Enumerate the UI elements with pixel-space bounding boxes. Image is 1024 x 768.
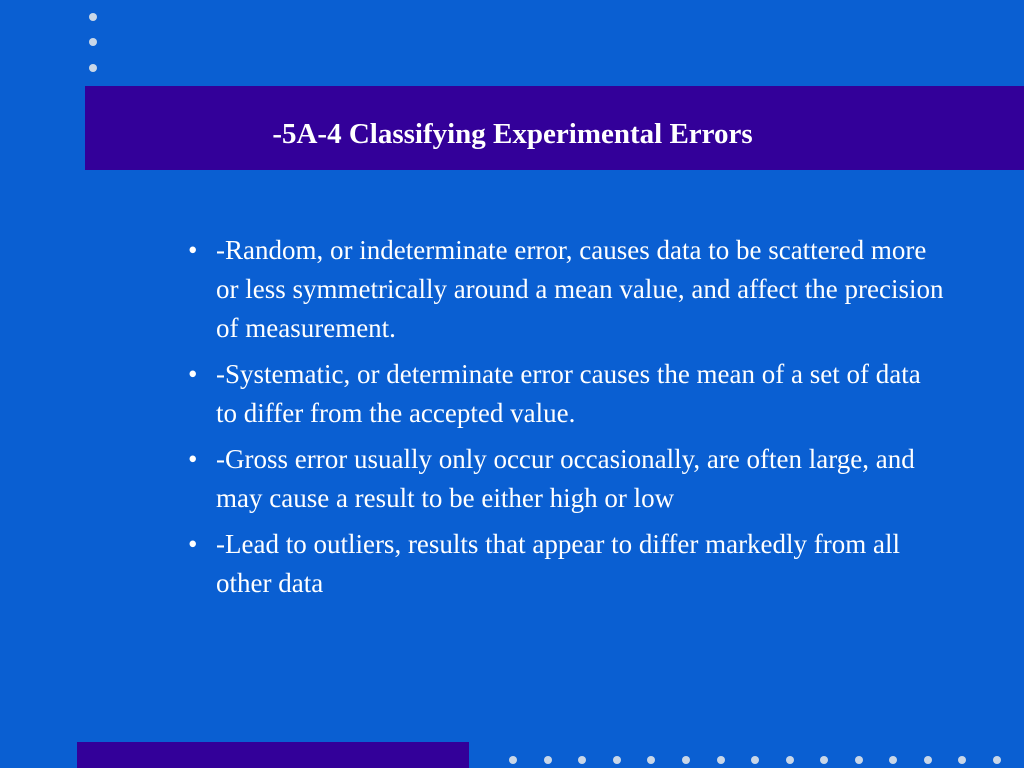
decor-dot xyxy=(855,756,863,764)
bullet-text: -Random, or indeterminate error, causes data to be scattered more or less symmetrically around a mean value, and affect the precision of measurement. xyxy=(216,235,944,343)
decor-dot xyxy=(613,756,621,764)
bullet-item xyxy=(188,525,948,603)
bullet-item xyxy=(188,231,948,348)
title-band xyxy=(85,86,1024,170)
decor-dot xyxy=(820,756,828,764)
decor-dot xyxy=(578,756,586,764)
bullet-icon: • xyxy=(188,235,198,265)
decor-dot xyxy=(924,756,932,764)
bullet-icon: • xyxy=(188,359,198,389)
decor-dot xyxy=(993,756,1001,764)
bullet-text: -Gross error usually only occur occasionally, are often large, and may cause a result to be either high or low xyxy=(216,444,915,513)
bullet-icon: • xyxy=(188,529,198,559)
decor-dot xyxy=(509,756,517,764)
bullet-list xyxy=(188,231,948,610)
decor-dot xyxy=(682,756,690,764)
decor-dot xyxy=(544,756,552,764)
bullet-item xyxy=(188,440,948,518)
slide-title: -5A-4 Classifying Experimental Errors xyxy=(272,117,753,150)
decor-dot xyxy=(889,756,897,764)
decor-dot xyxy=(89,64,97,72)
decor-dot xyxy=(89,38,97,46)
bullet-item xyxy=(188,355,948,433)
decor-dot xyxy=(786,756,794,764)
bullet-icon: • xyxy=(188,444,198,474)
decor-dot xyxy=(958,756,966,764)
bullet-text: -Systematic, or determinate error causes the mean of a set of data to differ from the accepted value. xyxy=(216,359,921,428)
bullet-text: -Lead to outliers, results that appear to differ markedly from all other data xyxy=(216,529,901,598)
decor-dot xyxy=(751,756,759,764)
decor-dot xyxy=(647,756,655,764)
decor-dot xyxy=(717,756,725,764)
footer-band xyxy=(77,742,469,768)
decor-dot xyxy=(89,13,97,21)
